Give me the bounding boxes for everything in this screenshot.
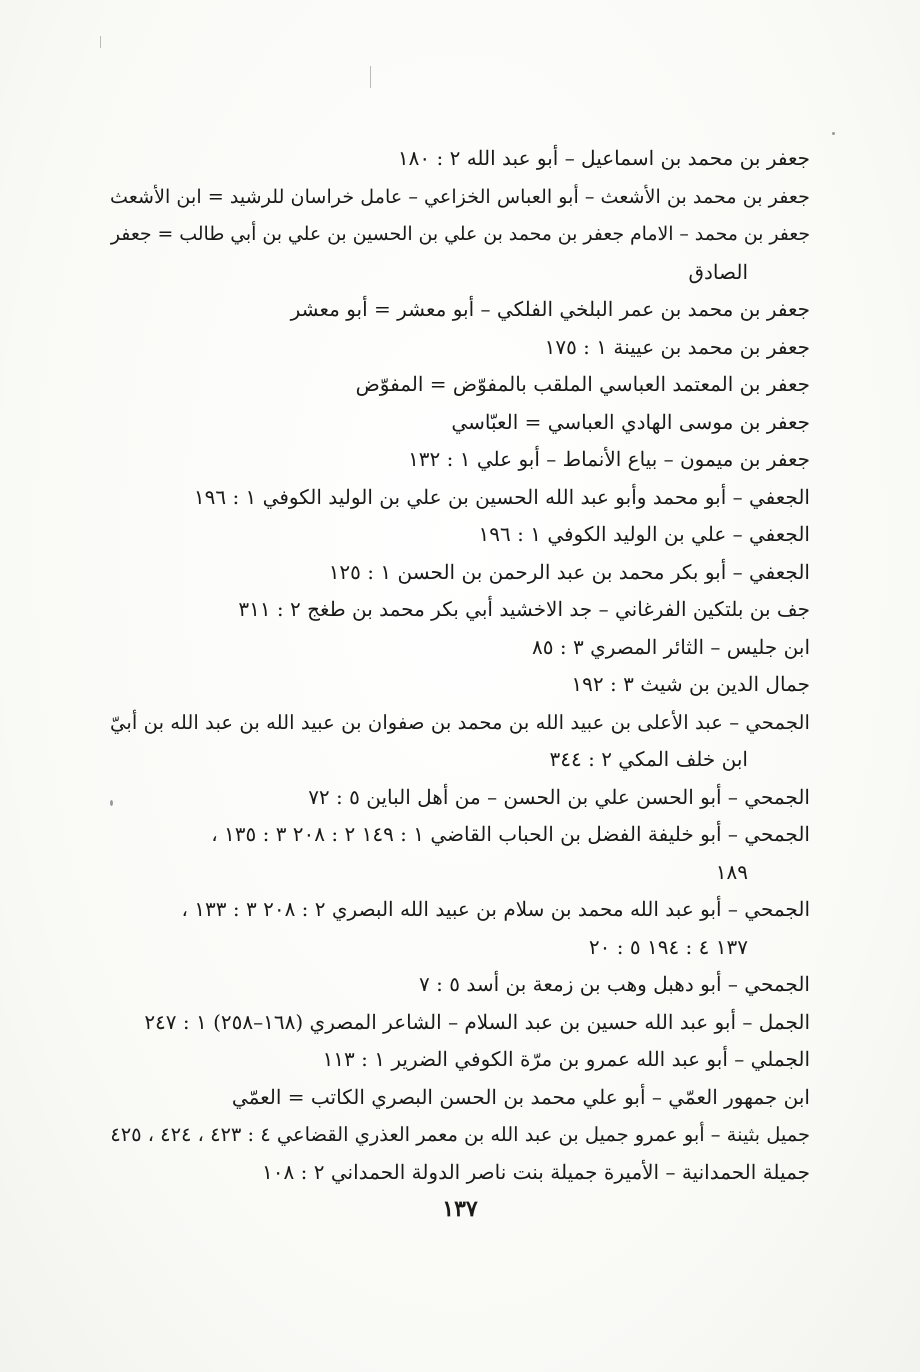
index-entry [110, 554, 810, 592]
index-entry [110, 704, 810, 779]
entry-text: جعفر بن ميمون – بياع الأنماط – أبو علي ١ : ١٣٢ [408, 447, 810, 471]
index-entry [110, 1079, 810, 1117]
index-entry [110, 1116, 810, 1154]
entry-text: الجمل – أبو عبد الله حسين بن عبد السلام – الشاعر المصري (١٦٨–٢٥٨) ١ : ٢٤٧ [144, 1009, 810, 1034]
entry-continuation: الصادق [688, 259, 748, 284]
index-entry [110, 591, 810, 629]
entry-continuation: ١٣٧ ٤ : ١٩٤ ٥ : ٢٠ [588, 934, 748, 959]
scan-mark [100, 36, 101, 48]
entry-text: جف بن بلتكين الفرغاني – جد الاخشيد أبي بكر محمد بن طغج ٢ : ٣١١ [238, 597, 810, 621]
index-entry [110, 1041, 810, 1079]
entry-continuation: ١٨٩ [715, 859, 748, 884]
entry-text: جمال الدين بن شيث ٣ : ١٩٢ [571, 672, 810, 696]
entry-text: الجعفي – علي بن الوليد الكوفي ١ : ١٩٦ [478, 522, 810, 546]
scan-speck [832, 132, 835, 135]
index-entry [110, 441, 810, 479]
entry-text: ابن جليس – الثائر المصري ٣ : ٨٥ [532, 634, 810, 659]
index-entry [110, 666, 810, 704]
entry-text: جعفر بن المعتمد العباسي الملقب بالمفوّض = المفوّض [355, 372, 810, 396]
entry-text: ابن جمهور العمّي – أبو علي محمد بن الحسن البصري الكاتب = العمّي [231, 1084, 810, 1109]
index-entry [110, 966, 810, 1004]
index-entry [110, 140, 810, 178]
index-entry [110, 215, 810, 291]
entry-text: جعفر بن محمد بن عيينة ١ : ١٧٥ [544, 334, 810, 359]
entry-text: جميلة الحمدانية – الأميرة جميلة بنت ناصر الدولة الحمداني ٢ : ١٠٨ [262, 1159, 810, 1184]
index-entry [110, 816, 810, 891]
index-entry [110, 516, 810, 554]
entry-text: الجمحي – أبو خليفة الفضل بن الحباب القاضي ١ : ١٤٩ ٢ : ٢٠٨ ٣ : ١٣٥ ، [211, 822, 810, 846]
index-entry [110, 178, 810, 216]
index-entry [110, 1154, 810, 1192]
scan-mark [370, 66, 371, 88]
entry-text: جعفر بن محمد بن الأشعث – أبو العباس الخزاعي – عامل خراسان للرشيد = ابن الأشعث [110, 184, 810, 208]
index-entries [110, 140, 810, 1191]
entry-text: جعفر بن محمد بن اسماعيل – أبو عبد الله ٢ : ١٨٠ [397, 146, 810, 170]
entry-continuation: ابن خلف المكي ٢ : ٣٤٤ [549, 747, 748, 771]
entry-text: الجمحي – عبد الأعلى بن عبيد الله بن محمد بن صفوان بن عبيد الله بن عبد الله بن أبيّ [109, 710, 810, 734]
index-entry [110, 329, 810, 367]
entry-text: الجعفي – أبو محمد وأبو عبد الله الحسين بن علي بن الوليد الكوفي ١ : ١٩٦ [193, 484, 810, 509]
index-entry [110, 404, 810, 442]
index-entry [110, 291, 810, 329]
entry-text: جعفر بن محمد – الامام جعفر بن محمد بن علي بن الحسين بن علي بن أبي طالب = جعفر [110, 224, 810, 245]
entry-text: الجعفي – أبو بكر محمد بن عبد الرحمن بن الحسن ١ : ١٢٥ [328, 559, 810, 584]
entry-text: جميل بثينة – أبو عمرو جميل بن عبد الله بن معمر العذري القضاعي ٤ : ٤٢٣ ، ٤٢٤ ، ٤٢٥ [110, 1123, 810, 1146]
entry-text: الجمحي – أبو دهبل وهب بن زمعة بن أسد ٥ : ٧ [419, 972, 810, 996]
entry-text: جعفر بن موسى الهادي العباسي = العبّاسي [451, 409, 810, 434]
index-entry [110, 891, 810, 966]
entry-text: الجمحي – أبو الحسن علي بن الحسن – من أهل الباين ٥ : ٧٢ [308, 784, 810, 809]
entry-text: جعفر بن محمد بن عمر البلخي الفلكي – أبو معشر = أبو معشر [290, 297, 810, 321]
page-number: ١٣٧ [442, 1196, 478, 1222]
index-entry [110, 779, 810, 817]
index-entry [110, 629, 810, 667]
index-entry [110, 479, 810, 517]
index-entry [110, 1004, 810, 1042]
index-entry [110, 366, 810, 404]
entry-text: الجملي – أبو عبد الله عمرو بن مرّة الكوفي الضرير ١ : ١١٣ [322, 1047, 810, 1071]
entry-text: الجمحي – أبو عبد الله محمد بن سلام بن عبيد الله البصري ٢ : ٢٠٨ ٣ : ١٣٣ ، [181, 897, 810, 921]
